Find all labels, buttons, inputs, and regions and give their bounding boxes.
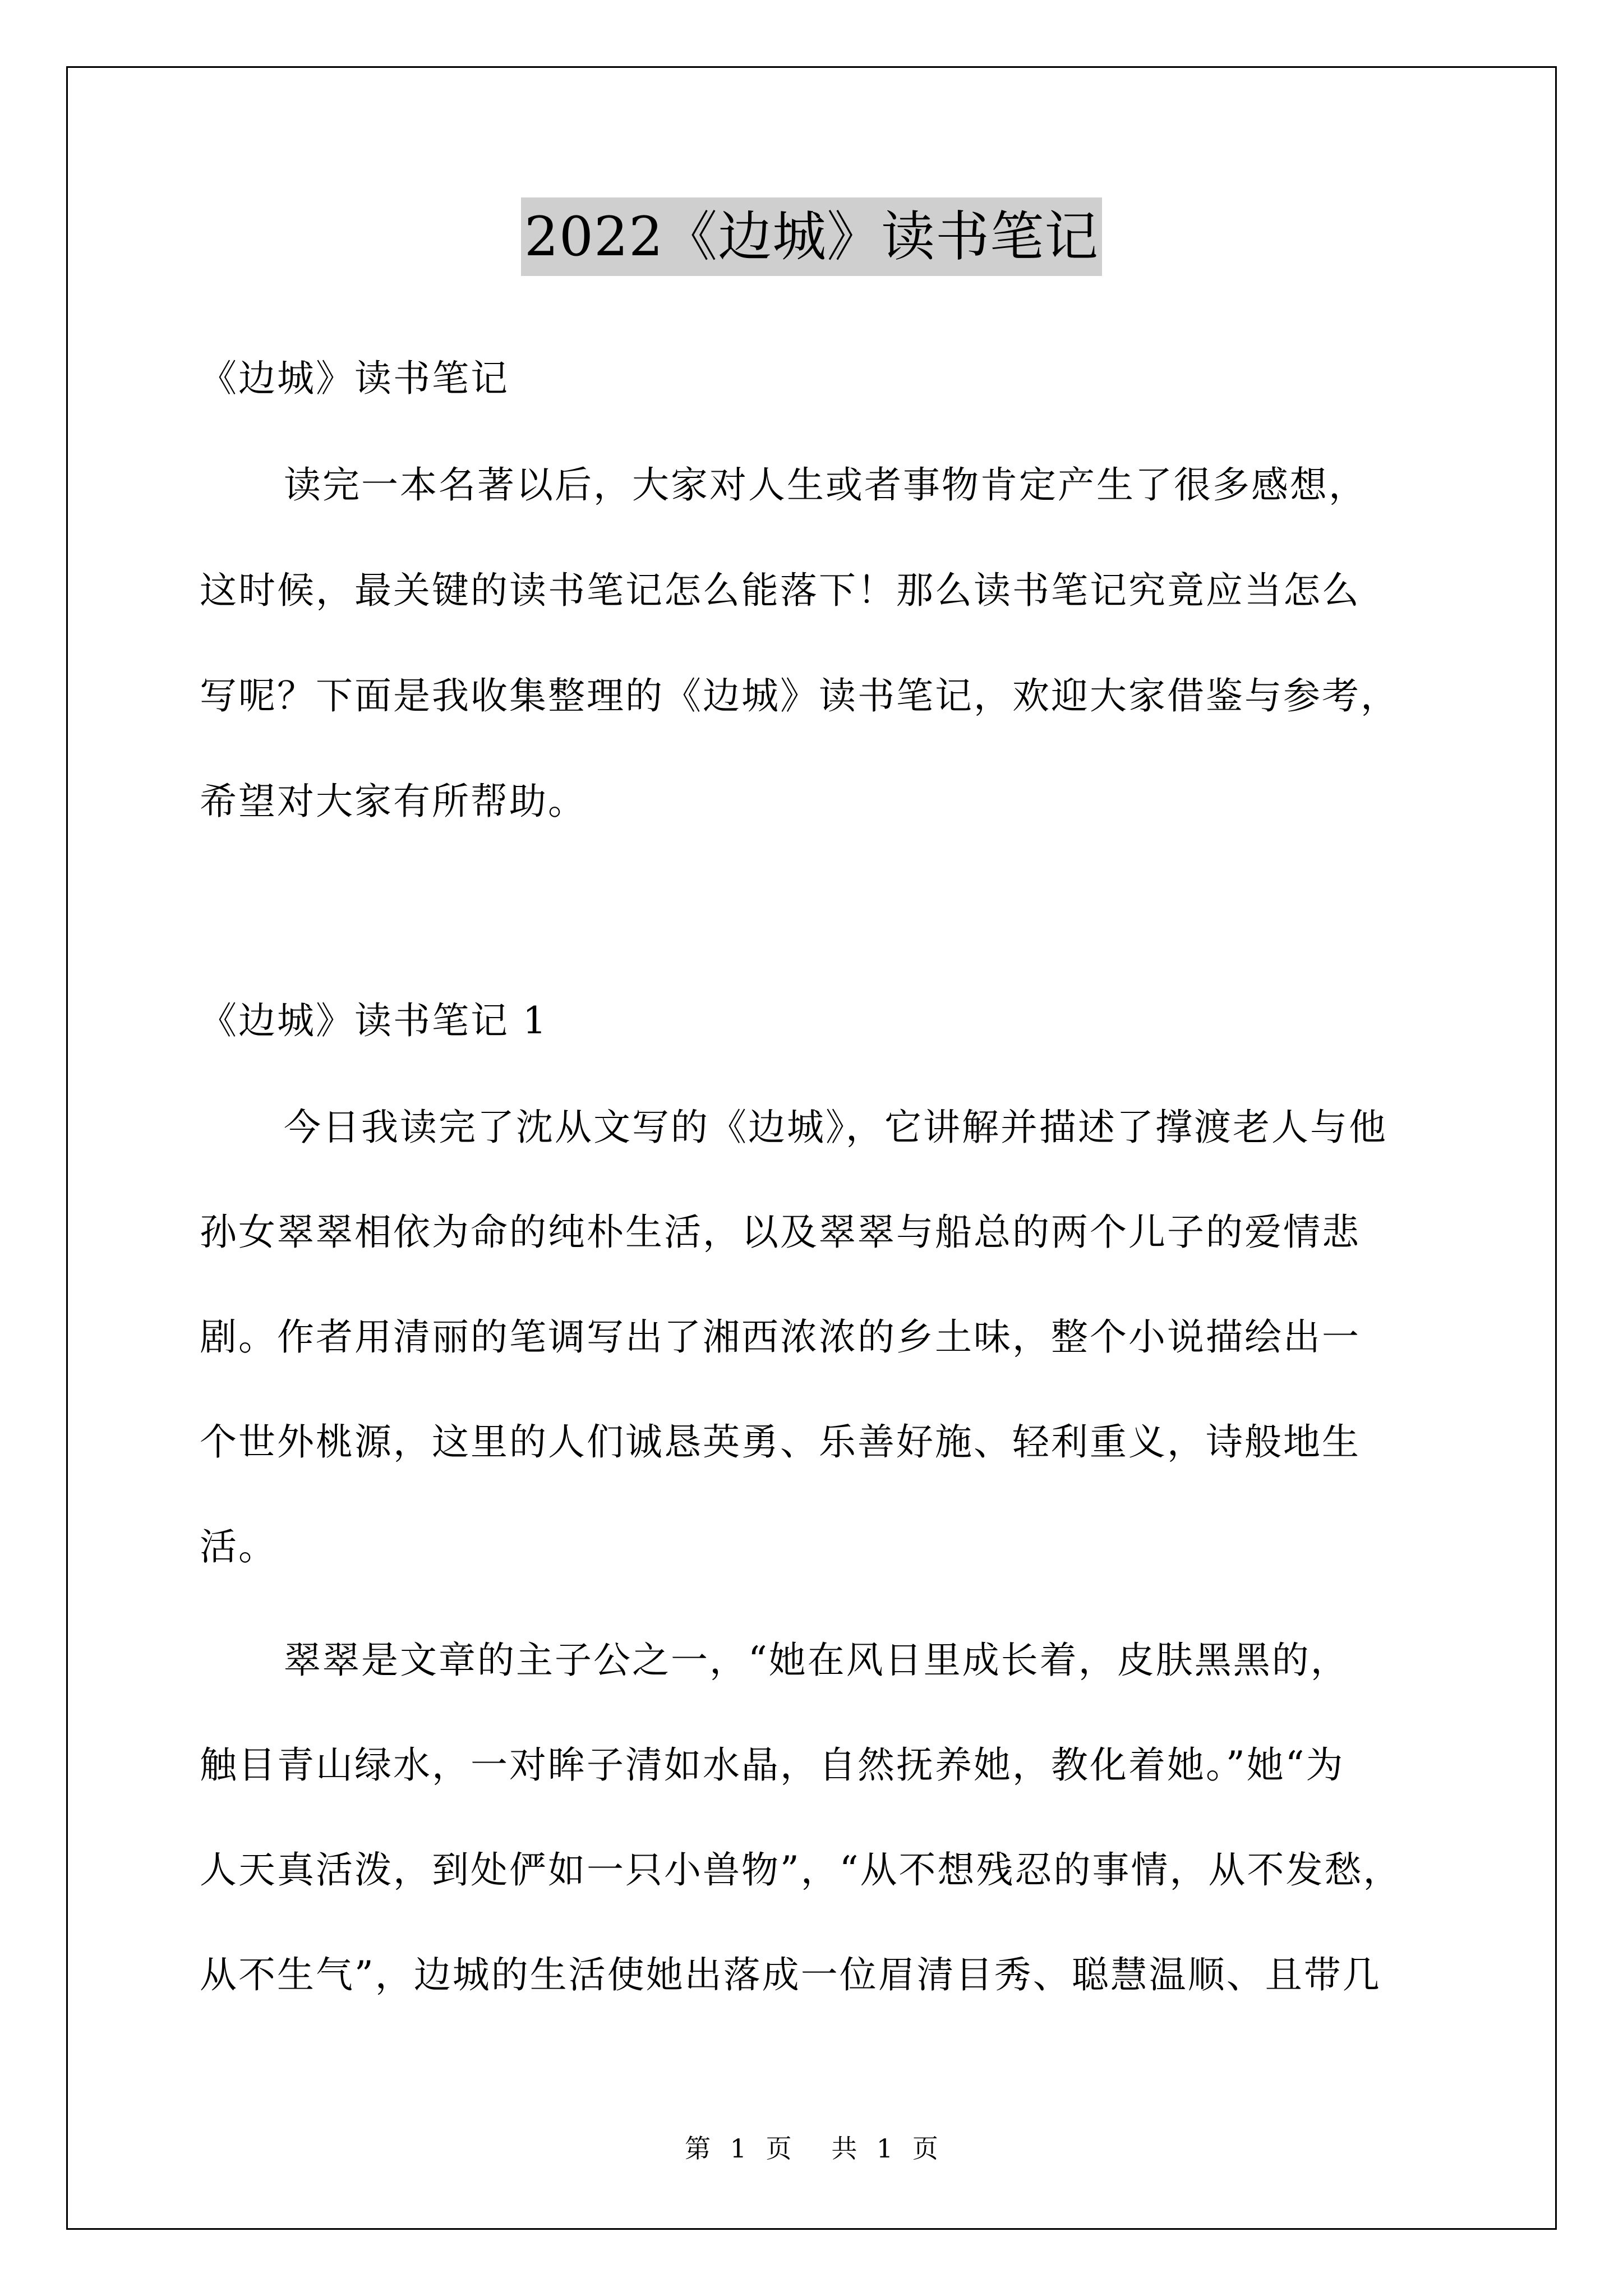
- body-paragraph-1: [200, 1102, 1433, 1627]
- text-line: 触目青山绿水，一对眸子清如水晶，自然抚养她，教化着她。”她“为: [200, 1743, 1345, 1787]
- text-line: 这时候，最关键的读书笔记怎么能落下！那么读书笔记究竟应当怎么: [200, 569, 1361, 612]
- page-number-current: 第 1 页: [685, 2133, 792, 2164]
- page-number-total: 共 1 页: [831, 2133, 938, 2164]
- text-line: 剧。作者用清丽的笔调写出了湘西浓浓的乡土味，整个小说描绘出一: [200, 1315, 1361, 1359]
- text-line: 从不生气”，边城的生活使她出落成一位眉清目秀、聪慧温顺、且带几: [200, 1953, 1381, 1996]
- text-line: 希望对大家有所帮助。: [200, 780, 587, 823]
- text-line: 个世外桃源，这里的人们诚恳英勇、乐善好施、轻利重义，诗般地生: [200, 1420, 1361, 1464]
- page-footer: [0, 2132, 1623, 2165]
- text-line: 写呢？下面是我收集整理的《边城》读书笔记，欢迎大家借鉴与参考，: [200, 674, 1399, 717]
- document-title: 2022《边城》读书笔记: [521, 197, 1102, 276]
- title-container: [0, 197, 1623, 276]
- text-line: 人天真活泼，到处俨如一只小兽物”，“从不想残忍的事情，从不发愁，: [200, 1848, 1402, 1892]
- subheading-note-1: 《边城》读书笔记 1: [200, 999, 548, 1042]
- intro-paragraph: [200, 460, 1433, 882]
- text-line: 孙女翠翠相依为命的纯朴生活，以及翠翠与船总的两个儿子的爱情悲: [200, 1211, 1361, 1254]
- text-line: 读完一本名著以后，大家对人生或者事物肯定产生了很多感想，: [284, 463, 1367, 507]
- text-line: 今日我读完了沈从文写的《边城》，它讲解并描述了撑渡老人与他: [284, 1106, 1387, 1149]
- text-line: 翠翠是文章的主子公之一，“她在风日里成长着，皮肤黑黑的，: [284, 1639, 1349, 1682]
- body-paragraph-2: [200, 1635, 1433, 2055]
- subheading-main: 《边城》读书笔记: [200, 357, 509, 400]
- text-line: 活。: [200, 1525, 277, 1568]
